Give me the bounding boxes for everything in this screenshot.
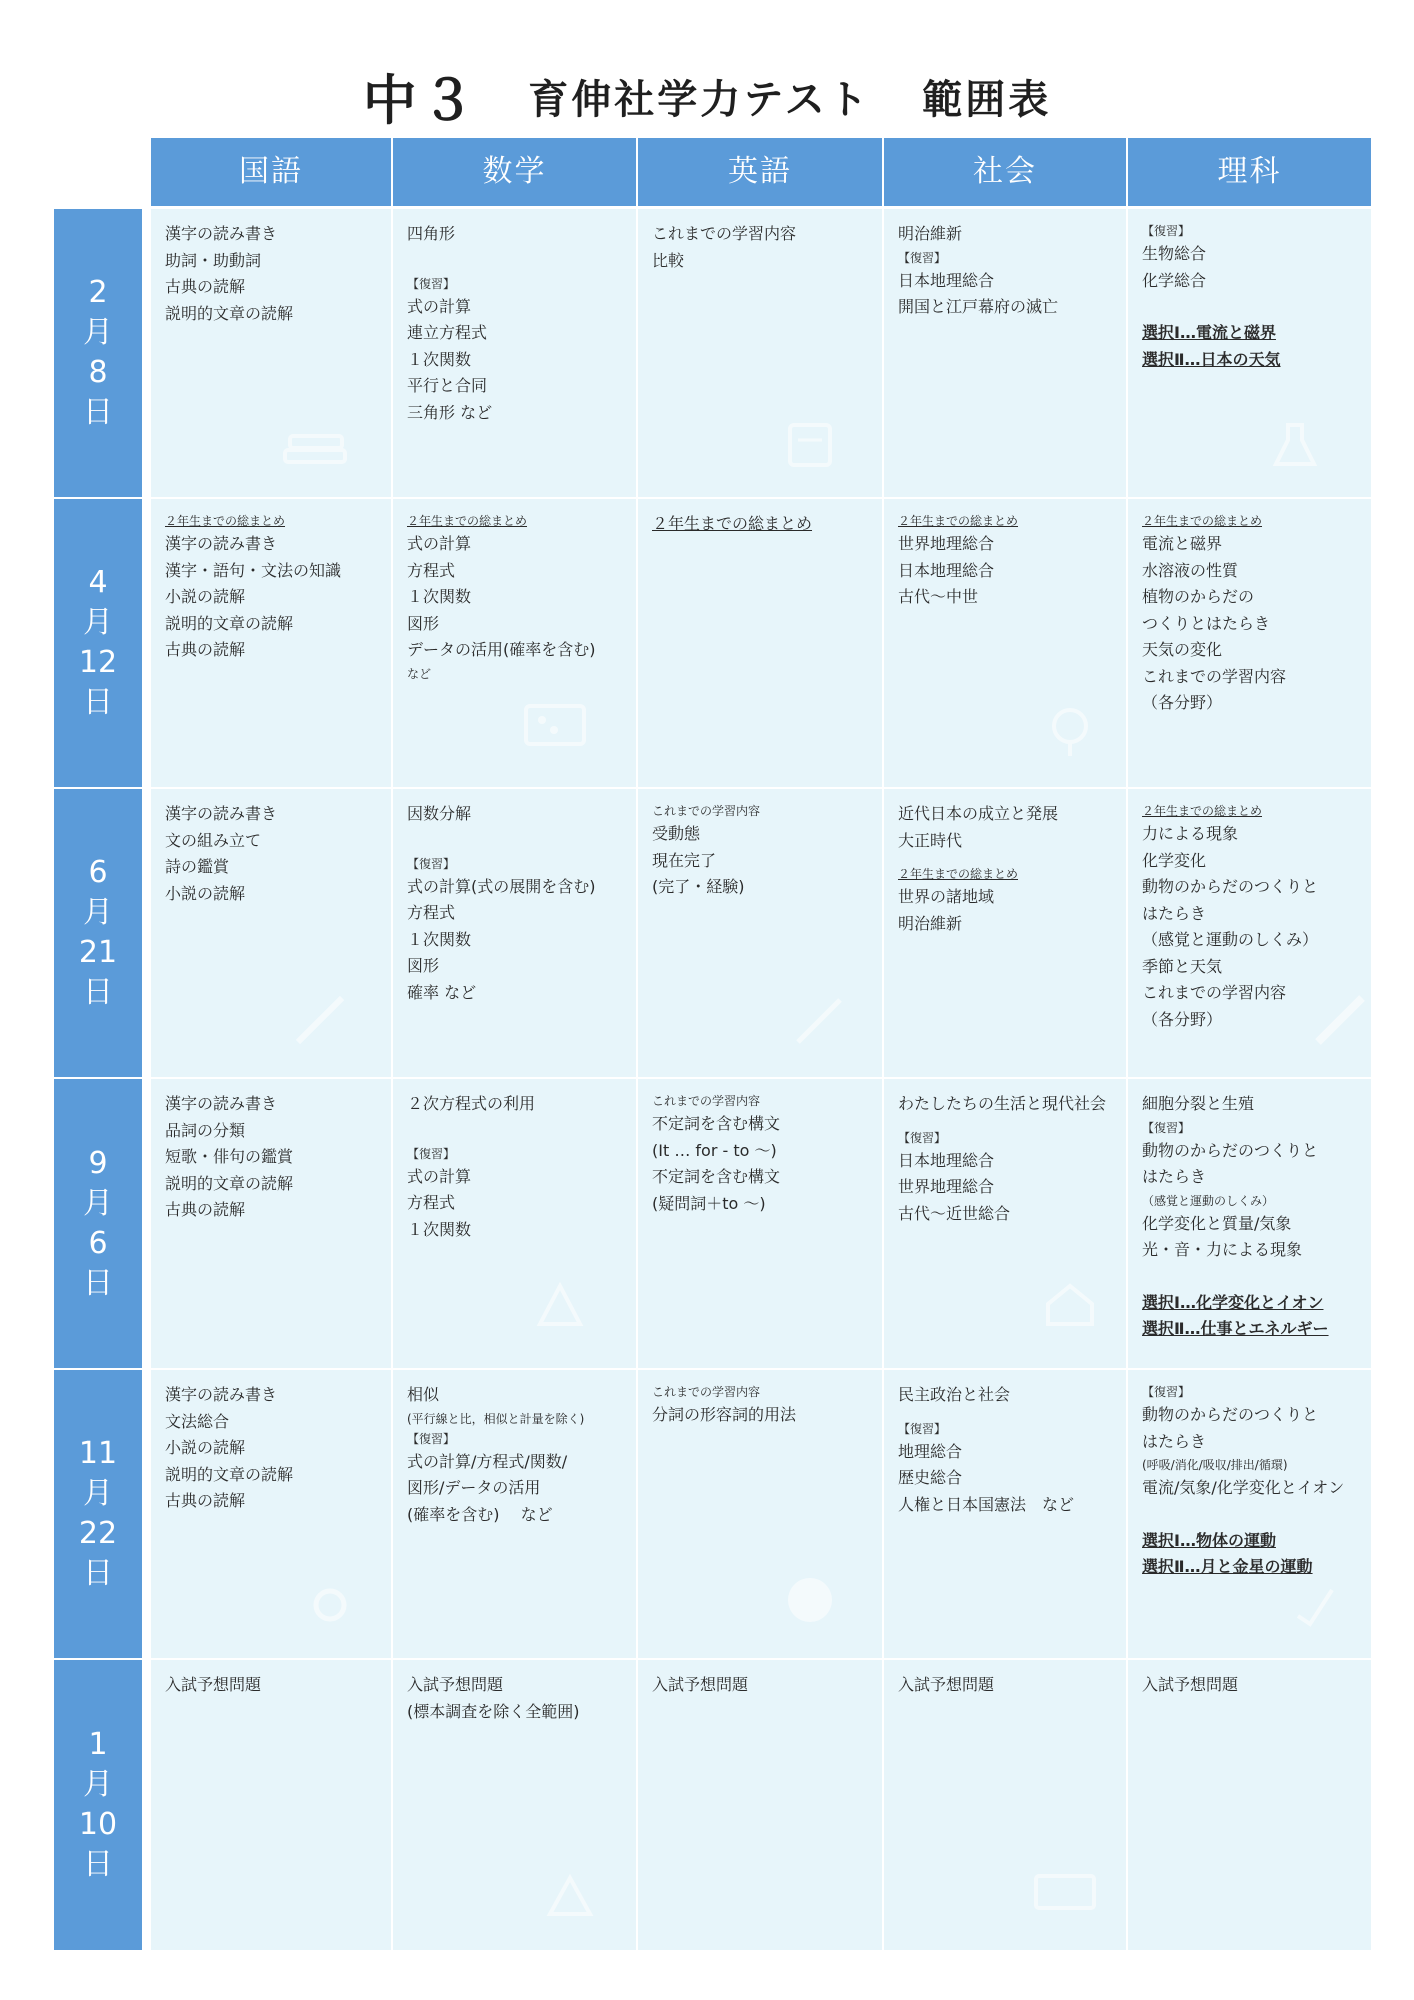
range-item: 平行と合同 xyxy=(407,376,488,395)
date-part: 日 xyxy=(83,1556,113,1591)
range-cell-eigo xyxy=(638,1660,882,1950)
range-item: はたらき xyxy=(1142,1431,1207,1451)
range-cell-sugaku xyxy=(393,789,636,1077)
date-part: 11 xyxy=(78,1436,118,1471)
subject-header-sugaku: 数学 xyxy=(393,138,636,206)
date-cell xyxy=(54,1660,142,1950)
range-item: 三角形 など xyxy=(407,402,493,422)
range-item: 【復習】 xyxy=(407,1431,456,1446)
range-item: 説明的文章の読解 xyxy=(165,1173,294,1193)
range-item: 地理総合 xyxy=(898,1441,963,1461)
date-part: 月 xyxy=(83,1767,113,1802)
range-item: 化学変化と質量/気象 xyxy=(1142,1213,1292,1233)
title-test-name: 育伸社学力テスト xyxy=(528,77,871,123)
blank-line xyxy=(407,828,628,854)
range-item: (疑問詞＋to ～) xyxy=(652,1193,766,1213)
range-heading: 選択Ⅰ…物体の運動 xyxy=(1142,1530,1276,1550)
spacer-line xyxy=(898,854,1118,864)
date-part: 21 xyxy=(78,935,118,970)
range-item: 漢字の読み書き xyxy=(165,534,278,553)
range-item: 動物のからだのつくりと xyxy=(1142,1405,1319,1424)
spacer-line xyxy=(898,1118,1118,1128)
range-item: 【復習】 xyxy=(407,1146,456,1161)
range-item: 説明的文章の読解 xyxy=(165,1464,294,1484)
date-part: 6 xyxy=(88,855,108,890)
date-cell xyxy=(54,499,142,787)
range-item: 文法総合 xyxy=(165,1411,230,1431)
range-item: 季節と天気 xyxy=(1142,956,1223,976)
range-item: 大正時代 xyxy=(898,830,963,850)
page-title xyxy=(0,58,1414,135)
range-item: （各分野） xyxy=(1142,693,1223,712)
range-item: わたしたちの生活と現代社会 xyxy=(898,1094,1107,1113)
subject-header-kokugo: 国語 xyxy=(151,138,391,206)
triangle-watermark-icon xyxy=(530,1280,590,1334)
blank-line xyxy=(1142,294,1363,320)
range-item: 漢字の読み書き xyxy=(165,1094,278,1113)
range-cell-eigo xyxy=(638,209,882,497)
date-part: 6 xyxy=(88,1225,108,1261)
range-item: １次関数 xyxy=(407,1219,472,1239)
range-item: 明治維新 xyxy=(898,224,963,243)
range-item: これまでの学習内容 xyxy=(1142,983,1287,1002)
range-cell-rika xyxy=(1128,209,1371,497)
range-item: 図形 xyxy=(407,956,440,975)
range-item: 【復習】 xyxy=(898,1421,947,1436)
test-date xyxy=(79,1725,117,1885)
range-heading: 選択Ⅰ…電流と磁界 xyxy=(1142,323,1276,342)
range-item: 小説の読解 xyxy=(165,883,246,903)
range-item: これまでの学習内容 xyxy=(652,804,761,818)
range-item: 世界の諸地域 xyxy=(898,887,995,906)
brush-watermark-icon xyxy=(790,990,850,1054)
range-heading: 選択Ⅱ…月と金星の運動 xyxy=(1142,1557,1313,1576)
range-item: 方程式 xyxy=(407,1193,456,1212)
test-date xyxy=(83,273,113,433)
range-cell-kokugo xyxy=(151,1079,391,1368)
range-cell-rika xyxy=(1128,499,1371,787)
range-cell-rika xyxy=(1128,1079,1371,1368)
range-cell-kokugo xyxy=(151,209,391,497)
date-cell xyxy=(54,1370,142,1658)
range-item: 漢字の読み書き xyxy=(165,804,278,823)
title-kind: 範囲表 xyxy=(922,77,1052,123)
range-heading: ２年生までの総まとめ xyxy=(1142,804,1263,818)
test-date xyxy=(83,1144,113,1304)
range-item: 式の計算(式の展開を含む) xyxy=(407,876,596,896)
flask-watermark-icon xyxy=(1270,420,1320,474)
date-part: 月 xyxy=(83,605,113,640)
range-item: 水溶液の性質 xyxy=(1142,560,1239,580)
test-date xyxy=(79,853,117,1013)
range-item: 説明的文章の読解 xyxy=(165,303,294,323)
range-heading: ２年生までの総まとめ xyxy=(652,514,813,533)
date-cell xyxy=(54,1079,142,1368)
range-item: 比較 xyxy=(652,250,685,270)
range-item: 日本地理総合 xyxy=(898,1150,995,1170)
test-date xyxy=(79,563,117,723)
date-part: 10 xyxy=(78,1807,118,1842)
range-item: 化学総合 xyxy=(1142,270,1207,290)
blank-line xyxy=(407,248,628,274)
range-item: 電流/気象/化学変化とイオン xyxy=(1142,1478,1345,1497)
range-item: 確率 など xyxy=(407,982,477,1002)
range-item: など xyxy=(407,666,432,681)
range-item: 受動態 xyxy=(652,824,701,843)
range-item: 品詞の分類 xyxy=(165,1120,246,1140)
range-item: 化学変化 xyxy=(1142,850,1207,870)
range-item: 不定詞を含む構文 xyxy=(652,1167,781,1186)
gear-watermark-icon xyxy=(300,1580,360,1634)
range-cell-kokugo xyxy=(151,1660,391,1950)
range-item: 入試予想問題 xyxy=(898,1675,995,1694)
range-item: １次関数 xyxy=(407,929,472,949)
circle-watermark-icon xyxy=(780,1570,840,1634)
cone-watermark-icon xyxy=(540,1870,600,1924)
range-item: 【復習】 xyxy=(407,856,456,871)
range-item: 四角形 xyxy=(407,224,456,243)
range-item: 式の計算 xyxy=(407,1166,472,1186)
range-item: ２次方程式の利用 xyxy=(407,1094,536,1113)
range-item: (平行線と比，相似と計量を除く) xyxy=(407,1411,585,1426)
check-watermark-icon xyxy=(1290,1580,1340,1634)
abacus-watermark-icon xyxy=(520,700,590,754)
monitor-watermark-icon xyxy=(1030,1870,1100,1924)
range-cell-shakai xyxy=(884,1370,1126,1658)
date-part: 月 xyxy=(83,1476,113,1511)
range-heading: ２年生までの総まとめ xyxy=(898,867,1019,881)
range-item: 人権と日本国憲法 など xyxy=(898,1494,1075,1514)
range-item: 相似 xyxy=(407,1385,440,1404)
range-item: 文の組み立て xyxy=(165,830,262,850)
date-part: 12 xyxy=(78,645,118,680)
range-item: 開国と江戸幕府の滅亡 xyxy=(898,297,1059,316)
range-item: 力による現象 xyxy=(1142,824,1239,843)
range-item: 日本地理総合 xyxy=(898,270,995,290)
title-grade: 中３ xyxy=(362,69,479,132)
range-item: つくりとはたらき xyxy=(1142,613,1271,633)
date-part: 日 xyxy=(83,685,113,720)
range-cell-kokugo xyxy=(151,499,391,787)
range-item: 古典の読解 xyxy=(165,640,246,659)
range-heading: 選択Ⅰ…化学変化とイオン xyxy=(1142,1292,1324,1312)
range-item: 入試予想問題 xyxy=(165,1675,262,1694)
range-item: 入試予想問題 xyxy=(1142,1675,1239,1694)
date-part: 1 xyxy=(88,1727,108,1762)
date-part: 22 xyxy=(78,1516,118,1551)
range-heading: ２年生までの総まとめ xyxy=(407,514,528,528)
date-part: 月 xyxy=(83,1185,113,1221)
range-item: これまでの学習内容 xyxy=(1142,666,1287,686)
range-item: 【復習】 xyxy=(898,250,947,265)
range-item: （感覚と運動のしくみ） xyxy=(1142,1193,1275,1208)
date-part: 4 xyxy=(88,565,108,600)
range-cell-sugaku xyxy=(393,1079,636,1368)
range-item: 漢字の読み書き xyxy=(165,1385,278,1404)
range-item: 分詞の形容詞的用法 xyxy=(652,1405,797,1424)
range-heading: 選択Ⅱ…日本の天気 xyxy=(1142,349,1281,369)
range-item: 因数分解 xyxy=(407,804,472,823)
range-item: 説明的文章の読解 xyxy=(165,613,294,633)
subject-header-eigo: 英語 xyxy=(638,138,882,206)
range-item: 動物のからだのつくりと xyxy=(1142,877,1319,896)
blank-line xyxy=(1142,1502,1363,1528)
date-part: 日 xyxy=(83,975,113,1010)
date-part: 日 xyxy=(83,395,113,430)
range-item: 世界地理総合 xyxy=(898,1177,995,1196)
range-item: 方程式 xyxy=(407,560,456,580)
range-item: 漢字の読み書き xyxy=(165,224,278,243)
range-cell-shakai xyxy=(884,789,1126,1077)
range-item: 方程式 xyxy=(407,903,456,922)
range-item: 古代～中世 xyxy=(898,587,979,606)
subject-header-rika: 理科 xyxy=(1128,138,1371,206)
range-item: 連立方程式 xyxy=(407,323,488,342)
date-cell xyxy=(54,209,142,497)
range-cell-shakai xyxy=(884,209,1126,497)
range-heading: ２年生までの総まとめ xyxy=(1142,514,1263,528)
range-item: 動物のからだのつくりと xyxy=(1142,1140,1319,1160)
range-item: はたらき xyxy=(1142,1167,1207,1186)
date-part: 2 xyxy=(88,275,108,310)
range-item: 民主政治と社会 xyxy=(898,1385,1011,1404)
range-item: 図形 xyxy=(407,613,440,633)
range-item: これまでの学習内容 xyxy=(652,1385,761,1399)
range-heading: ２年生までの総まとめ xyxy=(165,514,286,528)
range-item: 入試予想問題 xyxy=(652,1675,749,1694)
globe-watermark-icon xyxy=(1040,700,1100,764)
range-cell-sugaku xyxy=(393,499,636,787)
range-item: 天気の変化 xyxy=(1142,640,1223,659)
date-part: 月 xyxy=(83,315,113,350)
range-item: 光・音・力による現象 xyxy=(1142,1240,1303,1259)
range-item: 近代日本の成立と発展 xyxy=(898,804,1059,823)
books-watermark-icon xyxy=(280,420,350,474)
date-cell xyxy=(54,789,142,1077)
pencil-watermark-icon xyxy=(290,990,350,1054)
range-item: 【復習】 xyxy=(1142,1385,1191,1399)
range-item: (呼吸/消化/吸収/排出/循環) xyxy=(1142,1458,1288,1472)
range-item: 【復習】 xyxy=(1142,224,1191,238)
range-heading: ２年生までの総まとめ xyxy=(898,514,1019,528)
date-part: 8 xyxy=(88,355,108,390)
range-item: 小説の読解 xyxy=(165,587,246,606)
range-item: 式の計算 xyxy=(407,296,472,316)
range-item: 式の計算/方程式/関数/ xyxy=(407,1451,568,1471)
blank-line xyxy=(407,1118,628,1144)
range-item: 【復習】 xyxy=(1142,1120,1191,1135)
date-part: 9 xyxy=(88,1145,108,1181)
range-cell-eigo xyxy=(638,499,882,787)
range-cell-rika xyxy=(1128,1660,1371,1950)
range-cell-sugaku xyxy=(393,209,636,497)
range-item: 図形/データの活用 xyxy=(407,1478,541,1497)
range-item: 電流と磁界 xyxy=(1142,534,1223,553)
range-item: これまでの学習内容 xyxy=(652,224,797,243)
range-item: 短歌・俳句の鑑賞 xyxy=(165,1147,294,1166)
house-watermark-icon xyxy=(1040,1280,1100,1334)
range-heading: 選択Ⅱ…仕事とエネルギー xyxy=(1142,1319,1329,1338)
range-item: 現在完了 xyxy=(652,850,717,870)
range-cell-sugaku xyxy=(393,1370,636,1658)
range-item: 古代～近世総合 xyxy=(898,1203,1011,1223)
range-item: 世界地理総合 xyxy=(898,534,995,553)
subject-header-shakai: 社会 xyxy=(884,138,1126,206)
range-item: （各分野） xyxy=(1142,1009,1223,1029)
range-item: 古典の読解 xyxy=(165,277,246,296)
range-cell-eigo xyxy=(638,1079,882,1368)
range-item: 小説の読解 xyxy=(165,1438,246,1457)
range-item: (完了・経験) xyxy=(652,877,745,896)
range-item: データの活用(確率を含む) xyxy=(407,640,596,659)
range-item: 細胞分裂と生殖 xyxy=(1142,1094,1255,1113)
range-item: はたらき xyxy=(1142,903,1207,923)
range-item: （感覚と運動のしくみ） xyxy=(1142,930,1319,949)
date-part: 日 xyxy=(83,1847,113,1882)
range-item: 古典の読解 xyxy=(165,1200,246,1219)
range-item: これまでの学習内容 xyxy=(652,1094,761,1108)
range-item: (標本調査を除く全範囲) xyxy=(407,1701,580,1721)
range-cell-kokugo xyxy=(151,789,391,1077)
date-part: 月 xyxy=(83,895,113,930)
range-cell-eigo xyxy=(638,1370,882,1658)
blank-line xyxy=(1142,1264,1363,1290)
range-item: １次関数 xyxy=(407,587,472,606)
range-item: 生物総合 xyxy=(1142,244,1207,263)
range-item: 歴史総合 xyxy=(898,1468,963,1487)
range-item: 詩の鑑賞 xyxy=(165,857,230,876)
ruler-watermark-icon xyxy=(1310,990,1370,1054)
range-item: 【復習】 xyxy=(407,276,456,291)
date-part: 日 xyxy=(83,1265,113,1301)
spacer-line xyxy=(898,1409,1118,1419)
test-date xyxy=(79,1434,117,1594)
calculator-watermark-icon xyxy=(780,420,840,474)
range-item: 式の計算 xyxy=(407,534,472,553)
range-item: (It … for - to ～) xyxy=(652,1140,777,1160)
range-item: 日本地理総合 xyxy=(898,560,995,580)
range-item: 【復習】 xyxy=(898,1130,947,1145)
range-item: 明治維新 xyxy=(898,913,963,933)
range-item: (確率を含む) など xyxy=(407,1504,553,1524)
range-item: 入試予想問題 xyxy=(407,1675,504,1694)
range-item: 古典の読解 xyxy=(165,1491,246,1510)
range-item: １次関数 xyxy=(407,349,472,369)
range-item: 植物のからだの xyxy=(1142,587,1255,606)
range-item: 不定詞を含む構文 xyxy=(652,1114,781,1133)
range-item: 助詞・助動詞 xyxy=(165,250,262,270)
range-item: 漢字・語句・文法の知識 xyxy=(165,560,342,580)
